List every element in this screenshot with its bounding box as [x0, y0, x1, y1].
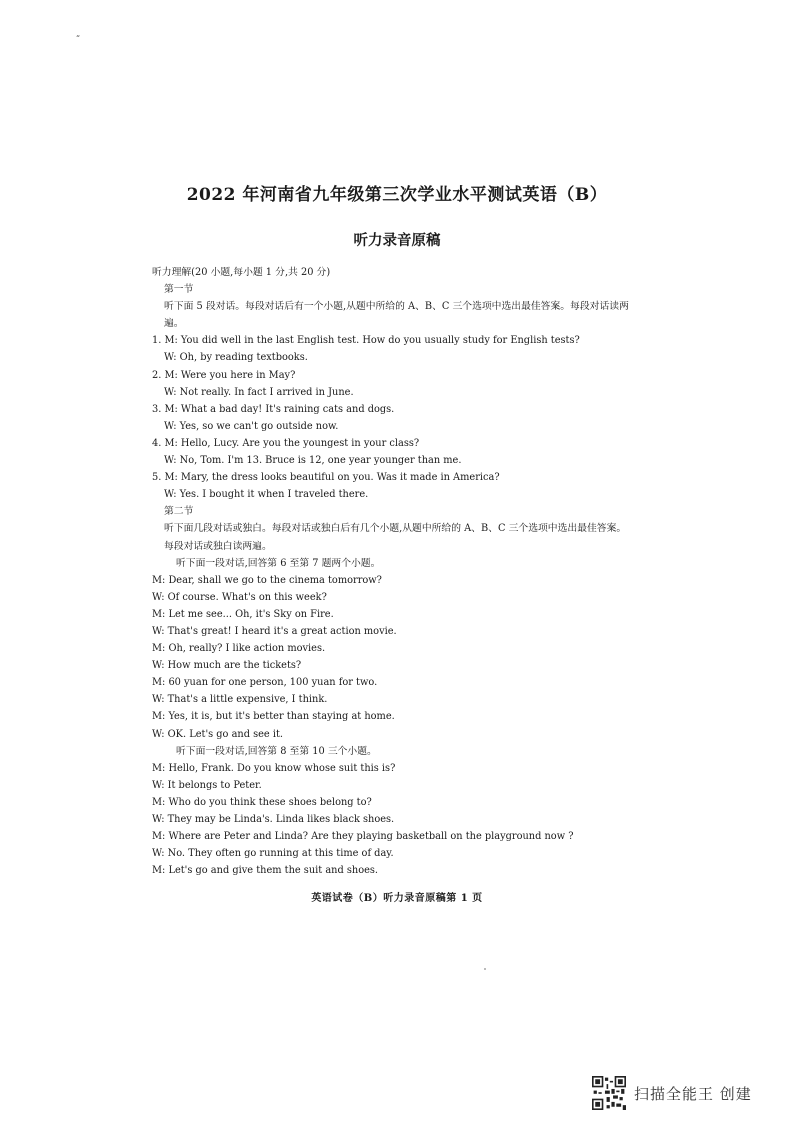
transcript-line: M: Dear, shall we go to the cinema tomorrow? [152, 574, 382, 586]
corner-mark: “ [76, 34, 81, 43]
transcript-line: W: They may be Linda's. Linda likes black shoes. [152, 814, 395, 825]
transcript-line: M: Where are Peter and Linda? Are they playing basketball on the playground now ? [152, 831, 574, 843]
transcript-line: M: Who do you think these shoes belong to? [152, 796, 372, 808]
document-title: 2022 年河南省九年级第三次学业水平测试英语（B） [186, 185, 608, 205]
transcript-line: W: Not really. In fact I arrived in June. [164, 386, 354, 398]
transcript-line: 听下面 5 段对话。每段对话后有一个小题,从题中所给的 A、B、C 三个选项中选出最佳答案。每段对话读两遍。 [164, 301, 629, 330]
scan-speck [484, 968, 486, 970]
transcript-line: 听力理解(20 小题,每小题 1 分,共 20 分) [152, 267, 331, 278]
transcript-line: W: Of course. What's on this week? [152, 591, 327, 603]
transcript-line: 听下面一段对话,回答第 8 至第 10 三个小题。 [176, 745, 377, 757]
transcript-line: 听下面一段对话,回答第 6 至第 7 题两个小题。 [176, 557, 381, 569]
qr-code-icon [592, 1076, 626, 1110]
scanner-watermark [592, 1075, 752, 1111]
transcript-line: 1. M: You did well in the last English test. How do you usually study for English tests? [152, 335, 580, 347]
transcript-line: W: Oh, by reading textbooks. [164, 352, 308, 364]
transcript-line: W: OK. Let's go and see it. [152, 728, 284, 740]
transcript-line: M: Hello, Frank. Do you know whose suit this is? [152, 762, 396, 774]
document-subtitle: 听力录音原稿 [353, 232, 441, 249]
transcript-line: W: It belongs to Peter. [152, 779, 262, 791]
transcript-line: W: Yes. I bought it when I traveled there. [164, 489, 369, 501]
transcript-line: M: 60 yuan for one person, 100 yuan for two. [152, 677, 378, 689]
transcript-line: M: Yes, it is, but it's better than staying at home. [152, 711, 395, 723]
transcript-line: M: Let's go and give them the suit and shoes. [152, 865, 379, 877]
transcript-line: 听下面几段对话或独白。每段对话或独白后有几个小题,从题中所给的 A、B、C 三个选项中选出最佳答案。每段对话或独白读两遍。 [164, 523, 627, 552]
page-footer: 英语试卷（B）听力录音原稿第 1 页 [311, 893, 483, 904]
transcript-line: W: No, Tom. I'm 13. Bruce is 12, one year younger than me. [164, 455, 462, 467]
watermark-text: 扫描全能王 创建 [634, 1084, 752, 1103]
transcript-line: M: Oh, really? I like action movies. [152, 643, 326, 655]
transcript-body [152, 264, 632, 879]
transcript-line: W: Yes, so we can't go outside now. [164, 420, 339, 432]
transcript-line: W: That's a little expensive, I think. [152, 694, 328, 706]
transcript-line: W: No. They often go running at this time of day. [152, 848, 394, 860]
transcript-line: 2. M: Were you here in May? [152, 369, 296, 381]
transcript-line: 第二节 [164, 506, 194, 518]
transcript-line: M: Let me see... Oh, it's Sky on Fire. [152, 608, 334, 620]
transcript-line: 5. M: Mary, the dress looks beautiful on you. Was it made in America? [152, 472, 500, 484]
transcript-line: 第一节 [164, 284, 194, 296]
transcript-line: W: That's great! I heard it's a great action movie. [152, 625, 397, 637]
transcript-line: 3. M: What a bad day! It's raining cats and dogs. [152, 403, 395, 415]
transcript-line: 4. M: Hello, Lucy. Are you the youngest in your class? [152, 437, 420, 449]
transcript-line: W: How much are the tickets? [152, 660, 302, 672]
